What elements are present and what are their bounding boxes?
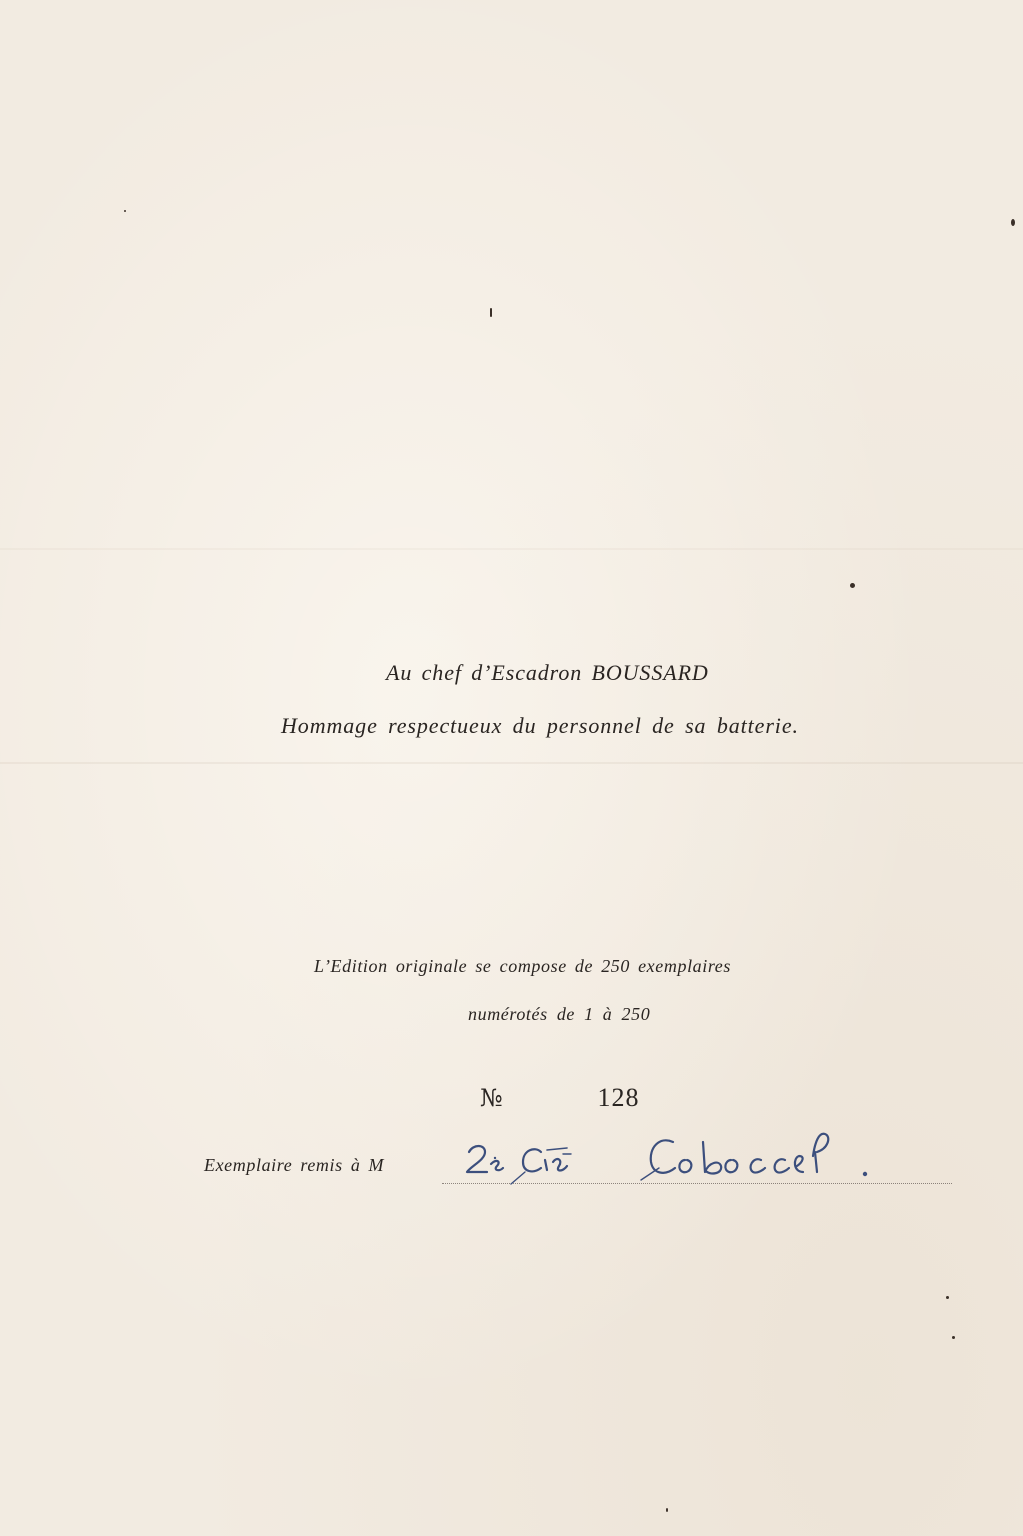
- numero-sign: №: [480, 1084, 504, 1112]
- copy-number-row: [480, 1083, 640, 1113]
- copy-recipient-label: Exemplaire remis à M: [204, 1155, 385, 1175]
- paper-speck: [1011, 219, 1015, 226]
- dedication-recipient: Au chef d’Escadron BOUSSARD: [386, 660, 709, 685]
- paper-speck: [946, 1296, 949, 1299]
- paper-speck: [490, 308, 492, 317]
- dedication-tribute: Hommage respectueux du personnel de sa batterie.: [281, 713, 799, 738]
- copy-number-value: 128: [597, 1083, 640, 1112]
- paper-speck: [666, 1508, 668, 1512]
- paper-speck: [124, 210, 126, 212]
- edition-numbering: numérotés de 1 à 250: [468, 1004, 651, 1024]
- paper-speck: [850, 583, 855, 588]
- handwritten-recipient-signature: [463, 1122, 883, 1192]
- paper-crease: [0, 548, 1023, 550]
- paper-speck: [952, 1336, 955, 1339]
- paper-crease: [0, 762, 1023, 764]
- edition-statement: L’Edition originale se compose de 250 exemplaires: [314, 956, 731, 976]
